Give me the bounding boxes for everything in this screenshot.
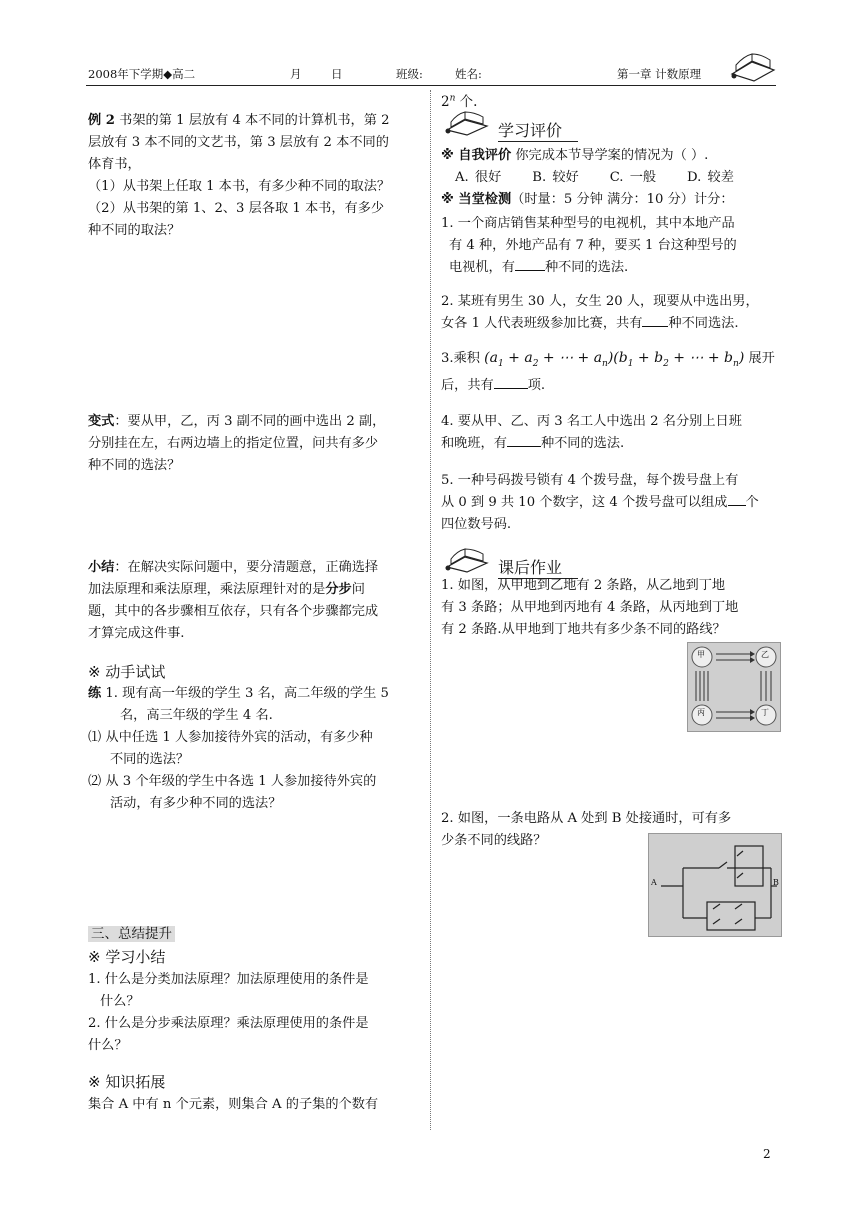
- option-a: A. 很好: [455, 170, 502, 185]
- circuit-figure: [648, 833, 782, 937]
- homework-title: 课后作业: [498, 555, 578, 579]
- knowledge-ext-text: 集合 A 中有 n 个元素，则集合 A 的子集的个数有: [88, 1097, 379, 1112]
- column-divider: [430, 90, 431, 1130]
- header-semester: 2008年下学期◆高二: [88, 67, 196, 81]
- quiz-q5: 5. 一种号码拨号锁有 4 个拨号盘，每个拨号盘上有 从 0 到 9 共 10 个数字，这 4 个拨号盘可以组成 个 四位数号码.: [441, 473, 759, 532]
- book-icon: [443, 545, 491, 573]
- summary-note: 小结：在解决实际问题中，要分清题意，正确选择 加法原理和乘法原理，乘法原理针对的是分步问 题，其中的各步骤相互依存，只有各个步骤都完成 才算完成这件事.: [88, 560, 379, 641]
- product-formula: ($a_1 + a_2$ + ⋯ + $a_n)(b_1 + b_2$ + ⋯ + $b_n$): [484, 350, 745, 369]
- variant-label: 变式: [88, 414, 115, 429]
- homework-q2: 2. 如图，一条电路从 A 处到 B 处接通时，可有多 少条不同的线路？: [441, 811, 732, 848]
- exercise-1: 练 1. 现有高一年级的学生 3 名，高二年级的学生 5 名，高三年级的学生 4 名. ⑴ 从中任选 1 人参加接待外宾的活动，有多少种 不同的选法？ ⑵ 从 3 个年级的学生中各选 1 人参加接待外宾的 活动，有多少种不同的选法？: [88, 686, 389, 811]
- section-3-title: 三、总结提升: [88, 922, 175, 942]
- quiz-q1: 1. 一个商店销售某种型号的电视机，其中本地产品 有 4 种，外地产品有 7 种，要买 1 台这种型号的 电视机，有 种不同的选法.: [441, 216, 737, 275]
- homework-q1: 1. 如图，从甲地到乙地有 2 条路，从乙地到丁地 有 3 条路；从甲地到丙地有 4 条路，从丙地到丁地 有 2 条路.从甲地到丁地共有多少条不同的路线？: [441, 578, 739, 637]
- study-summary-items: 1. 什么是分类加法原理？加法原理使用的条件是 什么？ 2. 什么是分步乘法原理？乘法原理使用的条件是 什么？: [88, 972, 369, 1053]
- circuit-point-b: B: [773, 878, 779, 887]
- page-number: 2: [763, 1147, 771, 1161]
- circuit-point-a: A: [651, 878, 657, 887]
- answer-blank: [507, 434, 541, 447]
- map-node-a: 甲: [697, 650, 705, 659]
- option-c: C. 一般: [609, 170, 657, 185]
- header-rule: [86, 85, 776, 86]
- test-label: ※ 当堂检测: [441, 192, 512, 207]
- continuation-2n: 2$^n$ 个.: [441, 93, 478, 110]
- answer-blank: [642, 314, 668, 327]
- book-icon: [443, 108, 491, 136]
- summary-label: 小结: [88, 560, 115, 575]
- evaluation-title: 学习评价: [498, 118, 578, 142]
- summary-emphasis: 分步: [325, 582, 352, 597]
- book-icon: [728, 50, 778, 82]
- header-name-label: 姓名:: [455, 67, 482, 81]
- example-2: 例 2 书架的第 1 层放有 4 本不同的计算机书，第 2 层放有 3 本不同的文艺书，第 3 层放有 2 本不同的 体育书， （1）从书架上任取 1 本书，有多少种不同的取法？ （2）从书架的第 1、2、3 层各取 1 本书，有多少 种不同的取法？: [88, 113, 391, 238]
- header-chapter: 第一章 计数原理: [617, 67, 702, 81]
- answer-blank: [728, 493, 746, 506]
- route-map-figure: [687, 642, 781, 732]
- knowledge-ext-title: ※ 知识拓展: [88, 1073, 166, 1091]
- map-node-c: 丙: [697, 708, 705, 717]
- quiz-q3: 3.乘积 ($a_1 + a_2$ + ⋯ + $a_n)(b_1 + b_2$ + ⋯ + $b_n$) 展开 后，共有 项.: [441, 350, 775, 393]
- header-class-label: 班级:: [396, 67, 423, 81]
- map-node-d: 丁: [761, 708, 769, 717]
- self-evaluation: ※ 自我评价 你完成本节导学案的情况为（ ）. A. 很好 B. 较好 C. 一般 D. 较差 ※ 当堂检测（时量：5 分钟 满分：10 分）计分：: [441, 148, 734, 207]
- option-d: D. 较差: [687, 170, 734, 185]
- map-node-b: 乙: [761, 650, 769, 659]
- header-day: 日: [331, 67, 343, 81]
- answer-blank: [515, 258, 545, 271]
- option-b: B. 较好: [532, 170, 579, 185]
- example-2-label: 例 2: [88, 113, 115, 128]
- try-it-title: ※ 动手试试: [88, 663, 166, 681]
- variant-problem: 变式：要从甲，乙，丙 3 副不同的画中选出 2 副， 分别挂在左，右两边墙上的指定位置，问共有多少 种不同的选法？: [88, 414, 386, 473]
- quiz-q4: 4. 要从甲、乙、丙 3 名工人中选出 2 名分别上日班 和晚班，有 种不同的选法.: [441, 414, 742, 451]
- answer-blank: [494, 376, 528, 389]
- header-month: 月: [290, 67, 302, 81]
- study-summary-title: ※ 学习小结: [88, 948, 166, 966]
- quiz-q2: 2. 某班有男生 30 人，女生 20 人，现要从中选出男， 女各 1 人代表班级参加比赛，共有 种不同选法.: [441, 294, 759, 331]
